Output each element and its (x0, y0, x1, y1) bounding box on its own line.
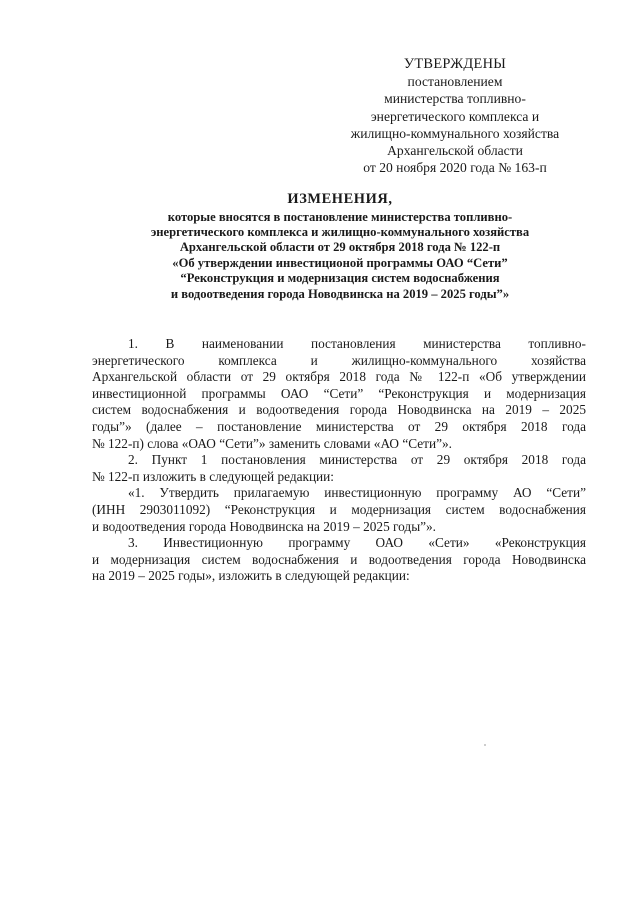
approval-title: УТВЕРЖДЕНЫ (403, 56, 507, 72)
paragraph-line: годы”» (далее – постановление министерства от 29 октября 2018 года (92, 418, 586, 434)
paragraph-line: № 122-п) слова «ОАО “Сети”» заменить словами «АО “Сети”». (92, 435, 452, 451)
paragraph-line: инвестиционной программы ОАО “Сети” “Реконструкция и модернизация (92, 385, 586, 401)
paragraph-line: 3. Инвестиционную программу ОАО «Сети» «Реконструкция (128, 535, 586, 551)
approval-line: жилищно-коммунального хозяйства (350, 125, 560, 141)
paragraph-1 (92, 336, 586, 452)
heading-line: и водоотведения города Новодвинска на 2019 – 2025 годы”» (170, 286, 510, 301)
document-body (92, 336, 586, 585)
approval-line: постановлением (407, 74, 503, 90)
heading-line: “Реконструкция и модернизация систем водоснабжения (180, 271, 500, 286)
heading-line: которые вносятся в постановление министерства топливно- (167, 209, 513, 224)
paragraph-line: и модернизация систем водоснабжения и водоотведения города Новодвинска (92, 551, 586, 567)
approval-line: от 20 ноября 2020 года № 163-п (363, 160, 547, 176)
document-heading (80, 191, 600, 302)
paragraph-4 (92, 535, 586, 585)
paragraph-line: (ИНН 2903011092) “Реконструкция и модернизация систем водоснабжения (92, 501, 586, 517)
paragraph-line: и водоотведения города Новодвинска на 2019 – 2025 годы”». (92, 518, 437, 534)
paragraph-2 (92, 452, 586, 485)
heading-line: энергетического комплекса и жилищно-коммунального хозяйства (150, 225, 530, 239)
approval-line: Архангельской области (387, 143, 523, 159)
paragraph-line: Архангельской области от 29 октября 2018 года № 122-п «Об утверждении (92, 369, 586, 385)
approval-line: энергетического комплекса и (370, 108, 540, 124)
paragraph-line: на 2019 – 2025 годы», изложить в следующей редакции: (92, 568, 410, 584)
approval-stamp (330, 56, 580, 176)
paragraph-line: 1. В наименовании постановления министерства топливно- (128, 336, 586, 351)
paragraph-line: систем водоснабжения и водоотведения города Новодвинска на 2019 – 2025 (92, 402, 586, 418)
paragraph-line: 2. Пункт 1 постановления министерства от 29 октября 2018 года (128, 452, 586, 468)
scan-artifact (484, 744, 486, 746)
approval-line: министерства топливно- (384, 91, 526, 107)
paragraph-line: «1. Утвердить прилагаемую инвестиционную программу АО “Сети” (128, 485, 586, 501)
paragraph-line: энергетического комплекса и жилищно-коммунального хозяйства (92, 352, 586, 368)
document-title: ИЗМЕНЕНИЯ, (287, 191, 393, 207)
paragraph-line: № 122-п изложить в следующей редакции: (92, 468, 334, 484)
paragraph-3 (92, 485, 586, 535)
heading-line: Архангельской области от 29 октября 2018 года № 122-п (179, 240, 501, 255)
heading-line: «Об утверждении инвестиционой программы ОАО “Сети” (172, 255, 508, 270)
